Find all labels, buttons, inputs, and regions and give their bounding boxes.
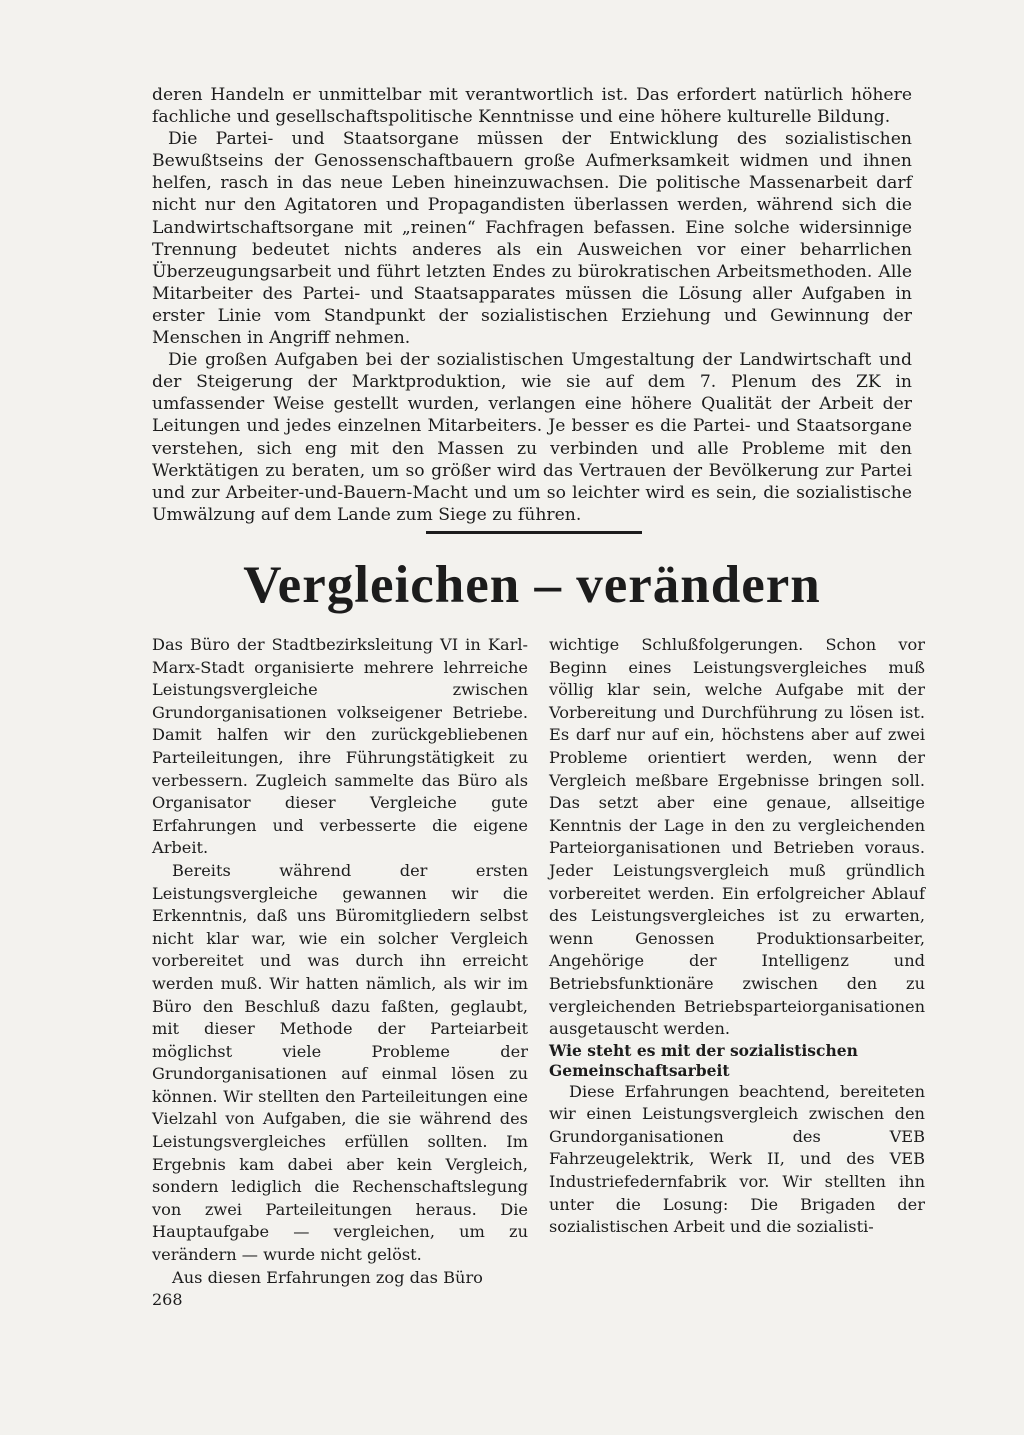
body-paragraph: wichtige Schlußfolgerungen. Schon vor Beginn eines Leistungsvergleiches muß völlig klar sein, welche Aufgabe mit der Vorbereitung und Durchführung zu lösen ist. Es darf nur auf ein, höchstens aber auf zwei Probleme orientiert werden, wenn der Vergleich meßbare Ergebnisse bringen soll. Das setzt aber eine genaue, allseitige Kenntnis der Lage in den zu vergleichenden Parteiorganisationen und Betrieben voraus. Jeder Leistungsvergleich muß gründlich vorbereitet werden. Ein erfolgreicher Ablauf des Leistungsvergleiches ist zu erwarten, wenn Genossen Produktionsarbeiter, Angehörige der Intelligenz und Betriebsfunktionäre zwischen den zu vergleichenden Betriebsparteiorganisationen ausgetauscht werden.	[549, 635, 925, 1039]
left-column	[152, 634, 528, 1289]
intro-text	[152, 84, 912, 526]
body-paragraph: Aus diesen Erfahrungen zog das Büro	[172, 1267, 483, 1287]
intro-paragraph: Die großen Aufgaben bei der sozialistischen Umgestaltung der Landwirtschaft und der Steigerung der Marktproduktion, wie sie auf dem 7. Plenum des ZK in umfassender Weise gestellt wurden, verlangen eine höhere Qualität der Arbeit der Leitungen und jedes einzelnen Mitarbeiters. Je besser es die Partei- und Staatsorgane verstehen, sich eng mit den Massen zu verbinden und alle Probleme mit den Werktätigen zu beraten, um so größer wird das Vertrauen der Bevölkerung zur Partei und zur Arbeiter-und-Bauern-Macht und um so leichter wird es sein, die sozialistische Umwälzung auf dem Lande zum Siege zu führen.	[152, 350, 912, 525]
intro-paragraph: deren Handeln er unmittelbar mit verantwortlich ist. Das erfordert natürlich höhere fachliche und gesellschaftspolitische Kenntnisse und eine höhere kulturelle Bildung.	[152, 85, 912, 128]
right-column	[549, 634, 925, 1239]
section-divider	[426, 531, 642, 534]
body-paragraph: Diese Erfahrungen beachtend, bereiteten wir einen Leistungsvergleich zwischen den Grundorganisationen des VEB Fahrzeugelektrik, Werk II, und des VEB Industriefedernfabrik vor. Wir stellten ihn unter die Losung: Die Brigaden der sozialistischen Arbeit und die sozialisti-	[549, 1081, 925, 1237]
intro-paragraph: Die Partei- und Staatsorgane müssen der Entwicklung des sozialistischen Bewußtseins der Genossenschaftbauern große Aufmerksamkeit widmen und ihnen helfen, rasch in das neue Leben hineinzuwachsen. Die politische Massenarbeit darf nicht nur den Agitatoren und Propagandisten überlassen werden, während sich die Landwirtschaftsorgane mit „reinen“ Fachfragen befassen. Eine solche widersinnige Trennung bedeutet nichts anderes als ein Ausweichen vor einer beharrlichen Überzeugungsarbeit und führt letzten Endes zu bürokratischen Arbeitsmethoden. Alle Mitarbeiter des Partei- und Staatsapparates müssen die Lösung aller Aufgaben in erster Linie vom Standpunkt der sozialistischen Erziehung und Gewinnung der Menschen in Angriff nehmen.	[152, 129, 912, 349]
subheading: Wie steht es mit der sozialistischen Gemeinschaftsarbeit	[549, 1040, 858, 1080]
article-title: Vergleichen – verändern	[243, 556, 821, 614]
body-paragraph: Bereits während der ersten Leistungsvergleiche gewannen wir die Erkenntnis, daß uns Büromitgliedern selbst nicht klar war, wie ein solcher Vergleich vorbereitet und was durch ihn erreicht werden muß. Wir hatten nämlich, als wir im Büro den Beschluß dazu faßten, geglaubt, mit dieser Methode der Parteiarbeit möglichst viele Probleme der Grundorganisationen auf einmal lösen zu können. Wir stellten den Parteileitungen eine Vielzahl von Aufgaben, die sie während des Leistungsvergleiches erfüllen sollten. Im Ergebnis kam dabei aber kein Vergleich, sondern lediglich die Rechenschaftslegung von zwei Parteileitungen heraus. Die Hauptaufgabe — vergleichen, um zu verändern — wurde nicht gelöst.	[152, 860, 528, 1265]
page-number: 268	[152, 1290, 183, 1309]
body-paragraph: Das Büro der Stadtbezirksleitung VI in Karl-Marx-Stadt organisierte mehrere lehrreiche Leistungsvergleiche zwischen Grundorganisationen volkseigener Betriebe. Damit halfen wir den zurückgebliebenen Parteileitungen, ihre Führungstätigkeit zu verbessern. Zugleich sammelte das Büro als Organisator dieser Vergleiche gute Erfahrungen und verbesserte die eigene Arbeit.	[152, 635, 528, 858]
